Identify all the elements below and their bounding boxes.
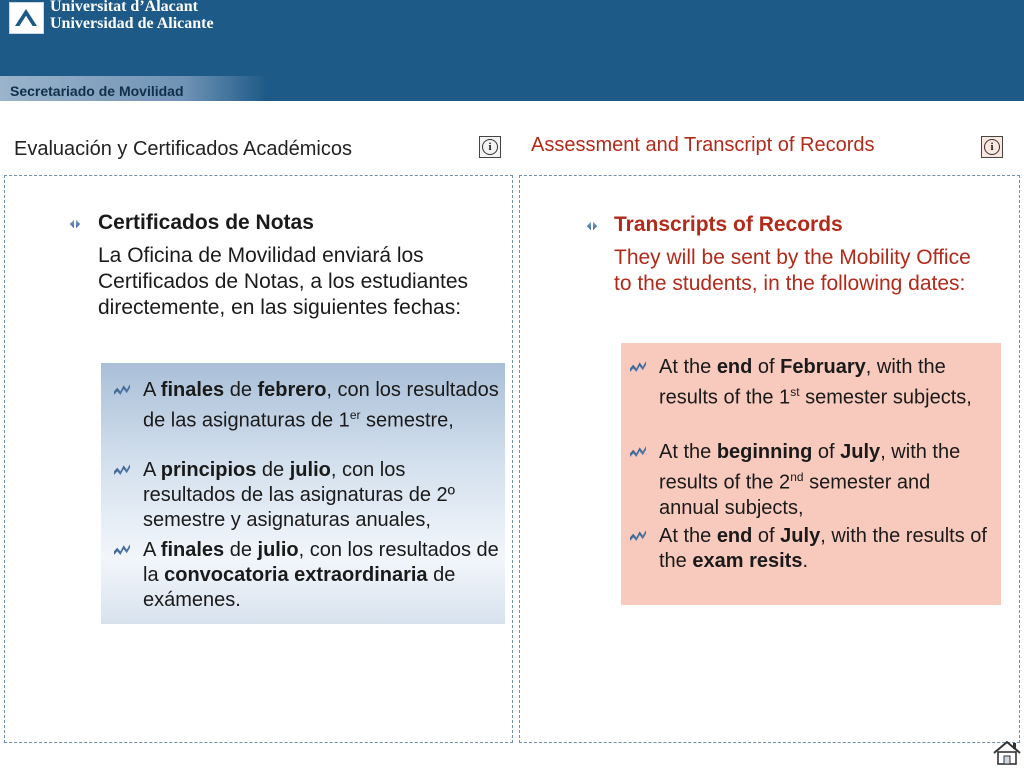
pen-bullet-icon [114, 543, 130, 555]
left-section-title: Evaluación y Certificados Académicos [14, 138, 352, 160]
pen-bullet-icon [630, 529, 646, 541]
info-icon[interactable]: i [479, 136, 501, 158]
info-icon[interactable]: i [981, 136, 1003, 158]
university-name-spanish: Universidad de Alicante [50, 15, 214, 32]
bullet-icon [70, 219, 80, 229]
right-paragraph: They will be sent by the Mobility Office to the students, in the following dates: [614, 246, 971, 295]
right-date-item-2: At the beginning of July, with the results of the 2nd semester and annual subjects, [659, 440, 993, 521]
pen-bullet-icon [630, 445, 646, 457]
department-name: Secretariado de Movilidad [10, 83, 184, 99]
header-banner [0, 0, 1024, 101]
right-section-title: Assessment and Transcript of Records [531, 134, 875, 156]
left-date-item-3: A finales de julio, con los resultados de la convocatoria extraordinaria de exámenes. [143, 538, 499, 613]
home-icon[interactable] [992, 740, 1022, 766]
university-name-valencian: Universitat d’Alacant [50, 0, 198, 15]
right-date-item-3: At the end of July, with the results of the exam resits. [659, 524, 993, 574]
university-logo [9, 2, 44, 34]
left-paragraph: La Oficina de Movilidad enviará los Certificados de Notas, a los estudiantes directemente, en las siguientes fechas: [98, 244, 469, 319]
left-date-item-1: A finales de febrero, con los resultados de las asignaturas de 1er semestre, [143, 378, 499, 434]
left-date-item-2: A principios de julio, con los resultados de las asignaturas de 2º semestre y asignaturas anuales, [143, 458, 503, 533]
bullet-icon [587, 221, 597, 231]
pen-bullet-icon [630, 360, 646, 372]
right-date-item-1: At the end of February, with the results of the 1st semester subjects, [659, 355, 993, 411]
pen-bullet-icon [114, 383, 130, 395]
right-heading: Transcripts of Records [614, 213, 843, 236]
left-heading: Certificados de Notas [98, 211, 314, 234]
pen-bullet-icon [114, 463, 130, 475]
